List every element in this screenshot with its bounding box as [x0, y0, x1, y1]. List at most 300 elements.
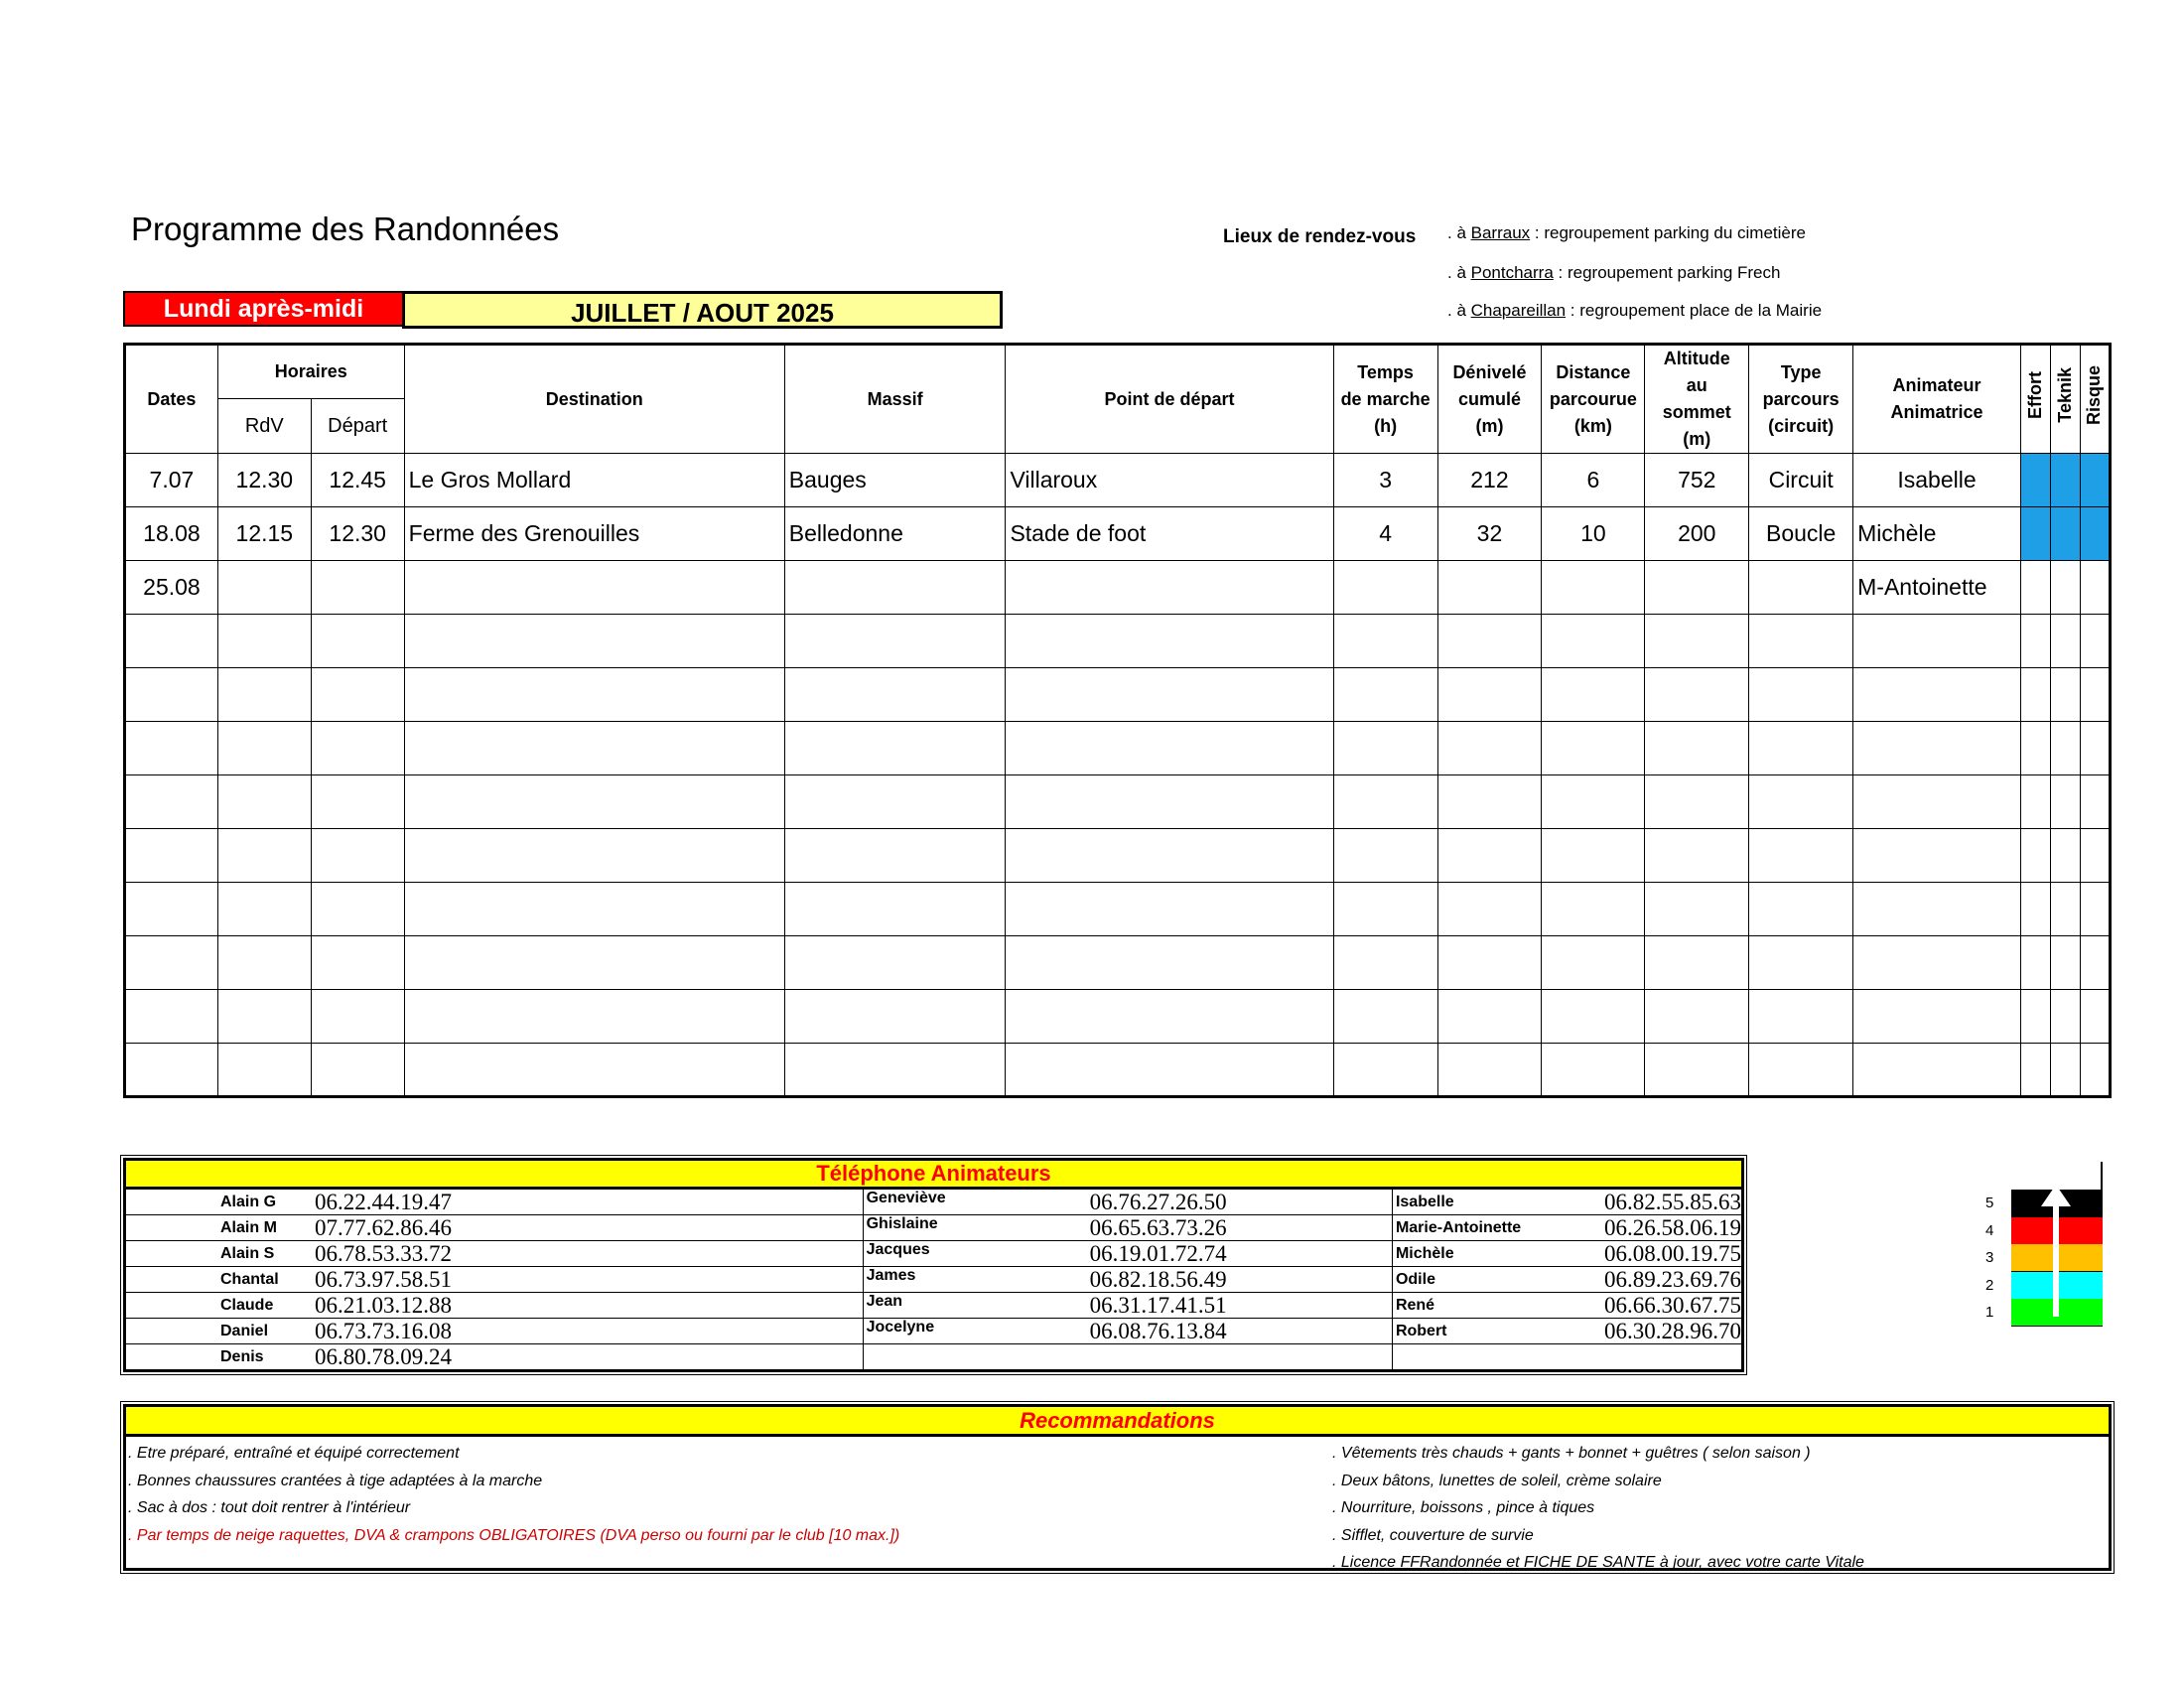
recommendation-item: . Licence FFRandonnée et FICHE DE SANTE à jour, avec votre carte Vitale — [1332, 1554, 1864, 1571]
phone-cell — [1392, 1319, 1742, 1344]
cell-massif — [784, 829, 1006, 883]
phone-name: Ghislaine — [866, 1215, 938, 1232]
phone-name: Jean — [866, 1293, 903, 1310]
cell-animateur — [1853, 1044, 2021, 1097]
phone-entry — [1393, 1267, 1741, 1292]
cell-depart — [311, 936, 404, 990]
phone-cell — [1392, 1241, 1742, 1267]
cell-depart — [311, 615, 404, 668]
cell-point — [1006, 829, 1333, 883]
phone-cell — [125, 1344, 864, 1371]
phone-entry — [126, 1319, 863, 1343]
cell-depart — [311, 883, 404, 936]
cell-temps: 3 — [1333, 454, 1437, 507]
phone-entry — [126, 1344, 863, 1369]
cell-temps — [1333, 561, 1437, 615]
phone-name: René — [1395, 1296, 1435, 1314]
cell-distance — [1542, 775, 1645, 829]
phone-name: Claude — [220, 1296, 274, 1314]
phone-name: Alain S — [220, 1244, 275, 1262]
cell-destination — [404, 936, 784, 990]
header-teknik: Teknik — [2050, 345, 2080, 454]
phone-row — [125, 1215, 1743, 1241]
cell-teknik — [2050, 775, 2080, 829]
cell-massif — [784, 990, 1006, 1044]
rdv-place-line — [1447, 301, 1822, 321]
cell-effort — [2020, 775, 2050, 829]
recommendation-item: . Deux bâtons, lunettes de soleil, crème solaire — [1332, 1472, 1662, 1489]
phone-cell — [863, 1319, 1392, 1344]
cell-rdv — [217, 561, 311, 615]
cell-date: 18.08 — [125, 507, 218, 561]
phone-number: 06.21.03.12.88 — [315, 1292, 452, 1318]
rdv-place-line — [1447, 223, 1806, 243]
cell-teknik — [2050, 668, 2080, 722]
cell-altitude — [1645, 883, 1749, 936]
phone-table-body — [125, 1160, 1743, 1371]
table-row — [125, 883, 2111, 936]
phone-number: 06.31.17.41.51 — [1089, 1292, 1227, 1318]
header-point-depart: Point de départ — [1006, 345, 1333, 454]
header-altitude: Altitude au sommet (m) — [1645, 345, 1749, 454]
table-row — [125, 1044, 2111, 1097]
cell-distance — [1542, 615, 1645, 668]
header-distance: Distance parcourue (km) — [1542, 345, 1645, 454]
cell-denivele — [1437, 990, 1542, 1044]
phone-entry — [864, 1190, 1392, 1214]
phone-entry — [864, 1241, 1392, 1266]
table-row — [125, 722, 2111, 775]
rdv-place-detail: : regroupement place de la Mairie — [1566, 301, 1823, 320]
cell-denivele — [1437, 775, 1542, 829]
cell-teknik — [2050, 722, 2080, 775]
table-row — [125, 507, 2111, 561]
phone-cell — [1392, 1344, 1742, 1371]
phone-entry — [1393, 1190, 1741, 1214]
table-row — [125, 454, 2111, 507]
phone-cell — [125, 1189, 864, 1215]
cell-denivele — [1437, 936, 1542, 990]
cell-denivele — [1437, 1044, 1542, 1097]
cell-altitude — [1645, 615, 1749, 668]
cell-denivele — [1437, 615, 1542, 668]
cell-type — [1749, 883, 1853, 936]
cell-distance: 10 — [1542, 507, 1645, 561]
cell-rdv — [217, 829, 311, 883]
recommendation-item: . Vêtements très chauds + gants + bonnet + guêtres ( selon saison ) — [1332, 1445, 1811, 1462]
phone-cell — [1392, 1267, 1742, 1293]
cell-distance — [1542, 1044, 1645, 1097]
phone-table-title: Téléphone Animateurs — [125, 1160, 1743, 1189]
phone-number: 06.19.01.72.74 — [1089, 1240, 1227, 1266]
phone-name: Robert — [1395, 1322, 1447, 1339]
cell-altitude: 752 — [1645, 454, 1749, 507]
phone-name: Michèle — [1395, 1244, 1454, 1262]
phone-number: 06.82.18.56.49 — [1089, 1266, 1227, 1292]
cell-temps — [1333, 829, 1437, 883]
header-dates: Dates — [125, 345, 218, 454]
phone-entry — [126, 1267, 863, 1292]
rdv-label: Lieux de rendez-vous — [1223, 226, 1417, 247]
phone-row — [125, 1293, 1743, 1319]
phone-entry — [126, 1293, 863, 1318]
cell-teknik — [2050, 936, 2080, 990]
cell-point — [1006, 1044, 1333, 1097]
phone-name: Jacques — [866, 1241, 930, 1258]
cell-date — [125, 722, 218, 775]
cell-massif — [784, 775, 1006, 829]
phone-name: Alain G — [220, 1193, 277, 1210]
cell-altitude — [1645, 722, 1749, 775]
scale-level-number: 1 — [1985, 1304, 1994, 1321]
cell-denivele — [1437, 668, 1542, 722]
cell-type — [1749, 775, 1853, 829]
cell-temps — [1333, 722, 1437, 775]
phone-entry — [864, 1293, 1392, 1318]
cell-depart: 12.45 — [311, 454, 404, 507]
cell-risque — [2080, 615, 2110, 668]
phone-entry — [864, 1344, 1392, 1369]
phone-number: 06.82.55.85.63 — [1603, 1189, 1741, 1214]
cell-destination — [404, 561, 784, 615]
recommendation-item: . Bonnes chaussures crantées à tige adaptées à la marche — [128, 1472, 543, 1489]
phone-number: 06.65.63.73.26 — [1089, 1214, 1227, 1240]
phone-entry — [1393, 1241, 1741, 1266]
phone-name: Isabelle — [1395, 1193, 1454, 1210]
cell-effort — [2020, 722, 2050, 775]
recommendation-item: . Nourriture, boissons , pince à tiques — [1332, 1499, 1595, 1516]
cell-distance — [1542, 829, 1645, 883]
cell-denivele — [1437, 561, 1542, 615]
cell-rdv — [217, 775, 311, 829]
phone-row — [125, 1344, 1743, 1371]
cell-distance — [1542, 668, 1645, 722]
cell-massif — [784, 615, 1006, 668]
phone-entry — [126, 1241, 863, 1266]
rdv-place-detail: : regroupement parking du cimetière — [1530, 223, 1806, 242]
cell-animateur: Michèle — [1853, 507, 2021, 561]
cell-temps — [1333, 990, 1437, 1044]
cell-rdv: 12.15 — [217, 507, 311, 561]
cell-massif — [784, 722, 1006, 775]
scale-top-line — [2101, 1162, 2103, 1190]
cell-effort — [2020, 454, 2050, 507]
cell-risque — [2080, 1044, 2110, 1097]
cell-altitude — [1645, 936, 1749, 990]
phone-name: Denis — [220, 1347, 264, 1365]
cell-massif: Bauges — [784, 454, 1006, 507]
cell-date — [125, 936, 218, 990]
phone-table — [123, 1158, 1744, 1372]
cell-date — [125, 615, 218, 668]
scale-level-number: 5 — [1985, 1195, 1994, 1211]
phone-cell — [863, 1344, 1392, 1371]
cell-risque — [2080, 668, 2110, 722]
phone-cell — [125, 1267, 864, 1293]
cell-animateur: M-Antoinette — [1853, 561, 2021, 615]
cell-animateur — [1853, 775, 2021, 829]
cell-depart — [311, 722, 404, 775]
cell-massif: Belledonne — [784, 507, 1006, 561]
cell-animateur — [1853, 668, 2021, 722]
header-destination: Destination — [404, 345, 784, 454]
phone-number: 06.66.30.67.75 — [1603, 1292, 1741, 1318]
header-horaires: Horaires — [217, 345, 404, 399]
cell-risque — [2080, 990, 2110, 1044]
header-animateur: Animateur Animatrice — [1853, 345, 2021, 454]
cell-effort — [2020, 1044, 2050, 1097]
rdv-place-detail: : regroupement parking Frech — [1553, 263, 1781, 282]
table-row — [125, 668, 2111, 722]
cell-effort — [2020, 507, 2050, 561]
cell-teknik — [2050, 990, 2080, 1044]
cell-denivele: 32 — [1437, 507, 1542, 561]
phone-number: 06.08.76.13.84 — [1089, 1318, 1227, 1343]
phone-entry — [126, 1190, 863, 1214]
cell-teknik — [2050, 507, 2080, 561]
cell-effort — [2020, 883, 2050, 936]
cell-altitude — [1645, 668, 1749, 722]
phone-row — [125, 1267, 1743, 1293]
phone-number: 06.08.00.19.75 — [1603, 1240, 1741, 1266]
day-badge: Lundi après-midi — [123, 291, 404, 327]
phone-number: 06.26.58.06.19 — [1603, 1214, 1741, 1240]
cell-risque — [2080, 883, 2110, 936]
header-risque: Risque — [2080, 345, 2110, 454]
phone-number: 06.73.97.58.51 — [315, 1266, 452, 1292]
cell-destination — [404, 883, 784, 936]
cell-date — [125, 990, 218, 1044]
phone-cell — [863, 1189, 1392, 1215]
cell-point: Villaroux — [1006, 454, 1333, 507]
recommendation-item: . Par temps de neige raquettes, DVA & crampons OBLIGATOIRES (DVA perso ou fourni par le club [10 max.]) — [128, 1526, 900, 1544]
cell-distance — [1542, 883, 1645, 936]
cell-animateur — [1853, 883, 2021, 936]
cell-teknik — [2050, 454, 2080, 507]
phone-entry — [1393, 1293, 1741, 1318]
cell-risque — [2080, 936, 2110, 990]
header-denivele: Dénivelé cumulé (m) — [1437, 345, 1542, 454]
phone-cell — [125, 1215, 864, 1241]
recommendation-item: . Sac à dos : tout doit rentrer à l'intérieur — [128, 1499, 411, 1516]
phone-name: Marie-Antoinette — [1395, 1218, 1522, 1236]
cell-depart — [311, 1044, 404, 1097]
scale-level — [1964, 1299, 2164, 1326]
cell-denivele — [1437, 829, 1542, 883]
recommendation-item: . Etre préparé, entraîné et équipé correctement — [128, 1445, 460, 1462]
cell-date — [125, 775, 218, 829]
cell-temps — [1333, 615, 1437, 668]
cell-distance — [1542, 990, 1645, 1044]
cell-destination — [404, 990, 784, 1044]
cell-massif — [784, 936, 1006, 990]
cell-type — [1749, 561, 1853, 615]
recommendations-title: Recommandations — [126, 1407, 2109, 1437]
cell-denivele — [1437, 883, 1542, 936]
cell-animateur — [1853, 615, 2021, 668]
cell-rdv — [217, 722, 311, 775]
cell-effort — [2020, 561, 2050, 615]
header-massif: Massif — [784, 345, 1006, 454]
cell-date — [125, 829, 218, 883]
cell-date: 7.07 — [125, 454, 218, 507]
cell-risque — [2080, 454, 2110, 507]
header-rdv: RdV — [217, 399, 311, 454]
cell-altitude — [1645, 775, 1749, 829]
cell-massif — [784, 1044, 1006, 1097]
phone-number: 06.73.73.16.08 — [315, 1318, 452, 1343]
cell-altitude: 200 — [1645, 507, 1749, 561]
phone-number: 06.89.23.69.76 — [1603, 1266, 1741, 1292]
cell-teknik — [2050, 561, 2080, 615]
cell-teknik — [2050, 615, 2080, 668]
rdv-place-name: Chapareillan — [1470, 301, 1567, 320]
cell-temps — [1333, 1044, 1437, 1097]
cell-altitude — [1645, 990, 1749, 1044]
cell-altitude — [1645, 829, 1749, 883]
cell-type: Circuit — [1749, 454, 1853, 507]
rdv-prefix: . à — [1447, 223, 1471, 242]
table-row — [125, 990, 2111, 1044]
cell-animateur — [1853, 990, 2021, 1044]
phone-cell — [1392, 1189, 1742, 1215]
phone-entry — [864, 1215, 1392, 1240]
cell-destination: Le Gros Mollard — [404, 454, 784, 507]
scale-arrow-shaft — [2053, 1203, 2059, 1317]
cell-type: Boucle — [1749, 507, 1853, 561]
scale-level-number: 4 — [1985, 1221, 1994, 1239]
cell-point: Stade de foot — [1006, 507, 1333, 561]
cell-massif — [784, 668, 1006, 722]
cell-depart — [311, 775, 404, 829]
cell-temps — [1333, 883, 1437, 936]
cell-depart — [311, 561, 404, 615]
cell-point — [1006, 561, 1333, 615]
cell-destination — [404, 829, 784, 883]
hikes-table — [123, 343, 2112, 1098]
cell-temps — [1333, 775, 1437, 829]
cell-point — [1006, 883, 1333, 936]
cell-date — [125, 668, 218, 722]
scale-level-number: 2 — [1985, 1276, 1994, 1294]
cell-point — [1006, 722, 1333, 775]
phone-row — [125, 1319, 1743, 1344]
phone-entry — [1393, 1344, 1741, 1369]
phone-cell — [125, 1241, 864, 1267]
phone-number: 07.77.62.86.46 — [315, 1214, 452, 1240]
cell-destination — [404, 668, 784, 722]
rdv-prefix: . à — [1447, 263, 1471, 282]
cell-animateur — [1853, 829, 2021, 883]
page-title: Programme des Randonnées — [131, 211, 560, 247]
recommendation-item: . Sifflet, couverture de survie — [1332, 1526, 1534, 1544]
cell-depart — [311, 668, 404, 722]
cell-risque — [2080, 507, 2110, 561]
cell-risque — [2080, 722, 2110, 775]
rdv-place-name: Barraux — [1470, 223, 1531, 242]
cell-rdv — [217, 1044, 311, 1097]
cell-effort — [2020, 936, 2050, 990]
cell-altitude — [1645, 1044, 1749, 1097]
cell-point — [1006, 775, 1333, 829]
cell-type — [1749, 722, 1853, 775]
phone-cell — [1392, 1293, 1742, 1319]
cell-animateur: Isabelle — [1853, 454, 2021, 507]
rdv-place-line — [1447, 263, 1780, 283]
period-badge: JUILLET / AOUT 2025 — [402, 291, 1003, 329]
cell-denivele: 212 — [1437, 454, 1542, 507]
phone-entry — [126, 1215, 863, 1240]
rdv-prefix: . à — [1447, 301, 1471, 320]
phone-name: Jocelyne — [866, 1319, 935, 1336]
scale-level — [1964, 1217, 2164, 1244]
cell-temps: 4 — [1333, 507, 1437, 561]
cell-destination — [404, 775, 784, 829]
phone-entry — [864, 1267, 1392, 1292]
cell-point — [1006, 615, 1333, 668]
phone-cell — [863, 1293, 1392, 1319]
phone-number: 06.80.78.09.24 — [315, 1343, 452, 1369]
cell-rdv: 12.30 — [217, 454, 311, 507]
cell-depart: 12.30 — [311, 507, 404, 561]
phone-number: 06.76.27.26.50 — [1089, 1189, 1227, 1214]
cell-temps — [1333, 936, 1437, 990]
header-depart: Départ — [311, 399, 404, 454]
cell-animateur — [1853, 722, 2021, 775]
scale-level — [1964, 1272, 2164, 1299]
cell-rdv — [217, 936, 311, 990]
cell-rdv — [217, 615, 311, 668]
cell-distance: 6 — [1542, 454, 1645, 507]
phone-row — [125, 1189, 1743, 1215]
cell-animateur — [1853, 936, 2021, 990]
phone-entry — [1393, 1215, 1741, 1240]
cell-teknik — [2050, 1044, 2080, 1097]
header-effort: Effort — [2020, 345, 2050, 454]
scale-level-number: 3 — [1985, 1249, 1994, 1266]
cell-rdv — [217, 668, 311, 722]
phone-name: Chantal — [220, 1270, 279, 1288]
phone-entry — [864, 1319, 1392, 1343]
cell-destination — [404, 722, 784, 775]
cell-type — [1749, 936, 1853, 990]
phone-cell — [863, 1215, 1392, 1241]
cell-depart — [311, 990, 404, 1044]
cell-massif — [784, 883, 1006, 936]
cell-destination — [404, 1044, 784, 1097]
phone-name: Geneviève — [866, 1190, 946, 1206]
cell-teknik — [2050, 829, 2080, 883]
cell-date — [125, 883, 218, 936]
phone-name: Alain M — [220, 1218, 277, 1236]
phone-cell — [863, 1241, 1392, 1267]
cell-distance — [1542, 722, 1645, 775]
cell-altitude — [1645, 561, 1749, 615]
phone-row — [125, 1241, 1743, 1267]
phone-number: 06.78.53.33.72 — [315, 1240, 452, 1266]
cell-risque — [2080, 775, 2110, 829]
cell-type — [1749, 1044, 1853, 1097]
table-row — [125, 936, 2111, 990]
table-row — [125, 775, 2111, 829]
phone-cell — [125, 1319, 864, 1344]
phone-cell — [1392, 1215, 1742, 1241]
hikes-table-body — [125, 454, 2111, 1097]
cell-point — [1006, 668, 1333, 722]
recommendations-box — [123, 1404, 2112, 1571]
cell-point — [1006, 990, 1333, 1044]
cell-destination — [404, 615, 784, 668]
